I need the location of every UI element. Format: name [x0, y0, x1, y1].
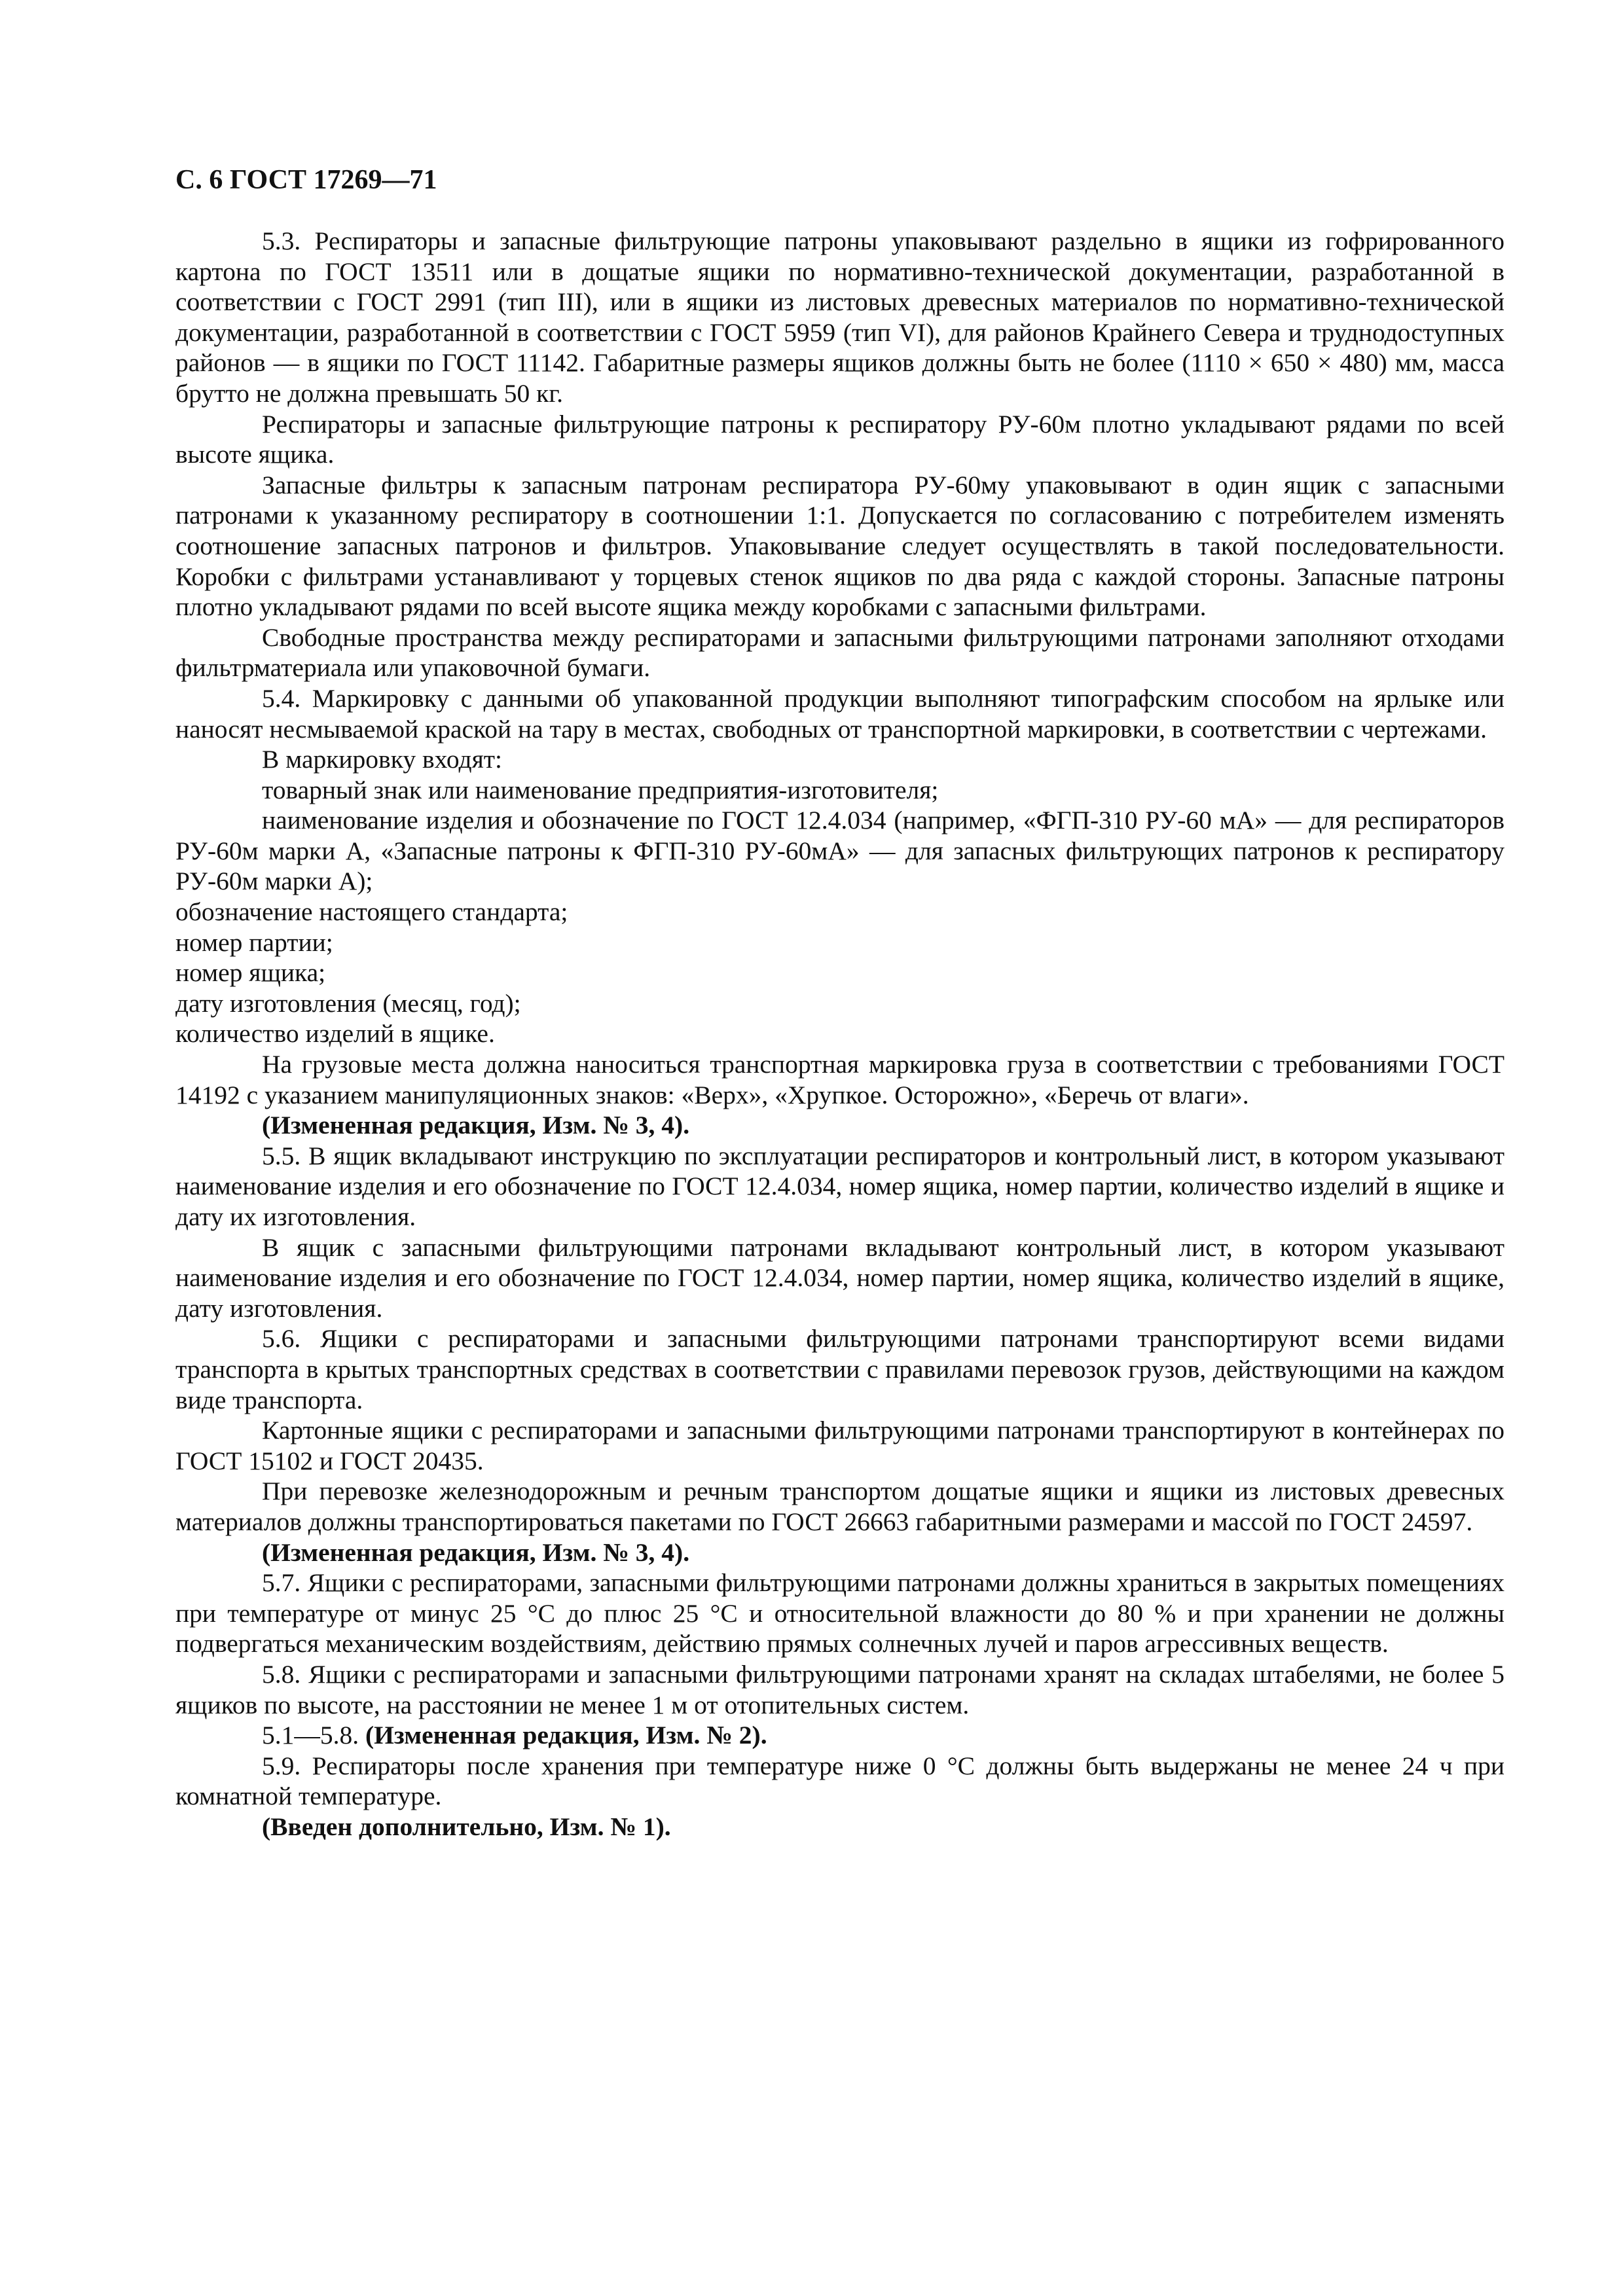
marking-intro: В маркировку входят: — [262, 745, 502, 774]
paragraph: Картонные ящики с респираторами и запасными фильтрующими патронами транспортируют в контейнерах по ГОСТ 15102 и ГОСТ 20435. — [175, 1416, 1504, 1475]
paragraph-5-8: 5.8. Ящики с респираторами и запасными фильтрующими патронами хранят на складах штабелями, не более 5 ящиков по высоте, на расстоянии не менее 1 м от отопительных систем. — [175, 1659, 1504, 1719]
amendment-note: (Измененная редакция, Изм. № 3, 4). — [262, 1111, 690, 1140]
amendment-range-line — [175, 1720, 1504, 1751]
paragraph-5-4: 5.4. Маркировку с данными об упакованной продукции выполняют типографским способом на ярлыке или наносят несмываемой краской на тару в местах, свободных от транспортной маркировки, в соответствии с чертежами. — [175, 683, 1504, 744]
paragraph-5-6: 5.6. Ящики с респираторами и запасными фильтрующими патронами транспортируют всеми видами транспорта в крытых транспортных средствах в соответствии с правилами перевозок грузов, действующими на каждом виде транспорта. — [175, 1324, 1504, 1414]
amendment-note: (Измененная редакция, Изм. № 3, 4). — [262, 1537, 690, 1567]
paragraph-5-3: 5.3. Респираторы и запасные фильтрующие патроны упаковывают раздельно в ящики из гофрированного картона по ГОСТ 13511 или в дощатые ящики по нормативно-технической документации, разработанной в соответствии с ГОСТ 2991 (тип III), или в ящики из листовых древесных материалов по нормативно-технической документации, разработанной в соответствии с ГОСТ 5959 (тип VI), для районов Крайнего Севера и труднодоступных районов — в ящики по ГОСТ 11142. Габаритные размеры ящиков должны быть не более (1110 × 650 × 480) мм, масса брутто не должна превышать 50 кг. — [175, 226, 1504, 408]
paragraph-5-9: 5.9. Респираторы после хранения при температуре ниже 0 °С должны быть выдержаны не менее 24 ч при комнатной температуре. — [175, 1751, 1504, 1811]
paragraph: При перевозке железнодорожным и речным транспортом дощатые ящики и ящики из листовых древесных материалов должны транспортироваться пакетами по ГОСТ 26663 габаритными размерами и массой по ГОСТ 24597. — [175, 1477, 1504, 1536]
paragraph: Запасные фильтры к запасным патронам респиратора РУ-60му упаковывают в один ящик с запасными патронами к указанному респиратору в соотношении 1:1. Допускается по согласованию с потребителем изменять соотношение запасных патронов и фильтров. Упаковывание следует осуществлять в такой последовательности. Коробки с фильтрами устанавливают у торцевых стенок ящиков по два ряда с каждой стороны. Запасные патроны плотно укладывают рядами по всей высоте ящика между коробками с запасными фильтрами. — [175, 470, 1504, 622]
marking-item: дату изготовления (месяц, год); — [175, 988, 521, 1018]
page-header: С. 6 ГОСТ 17269—71 — [175, 165, 437, 195]
marking-item: номер партии; — [175, 927, 333, 957]
paragraph: В ящик с запасными фильтрующими патронами вкладывают контрольный лист, в котором указывают наименование изделия и его обозначение по ГОСТ 12.4.034, номер партии, номер ящика, количество изделий в ящике, дату изготовления. — [175, 1232, 1504, 1323]
document-body — [175, 226, 1504, 1842]
marking-item: количество изделий в ящике. — [175, 1019, 495, 1049]
paragraph-5-5: 5.5. В ящик вкладывают инструкцию по эксплуатации респираторов и контрольный лист, в котором указывают наименование изделия и его обозначение по ГОСТ 12.4.034, номер ящика, номер партии, количество изделий в ящике и дату их изготовления. — [175, 1141, 1504, 1231]
marking-item: номер ящика; — [175, 958, 326, 988]
marking-item: обозначение настоящего стандарта; — [175, 897, 568, 927]
marking-item: наименование изделия и обозначение по ГОСТ 12.4.034 (например, «ФГП-310 РУ-60 мА» — для респираторов РУ-60м марки А, «Запасные патроны к ФГП-310 РУ-60мА» — для запасных фильтрующих патронов к респиратору РУ-60м марки А); — [175, 806, 1504, 896]
amendment-note: (Измененная редакция, Изм. № 2). — [365, 1721, 767, 1750]
amendment-range: 5.1—5.8. — [262, 1721, 359, 1750]
marking-item: товарный знак или наименование предприятия-изготовителя; — [262, 775, 939, 804]
paragraph-5-7: 5.7. Ящики с респираторами, запасными фильтрующими патронами должны храниться в закрытых помещениях при температуре от минус 25 °С до плюс 25 °С и относительной влажности до 80 % и при хранении не должны подвергаться механическим воздействиям, действию прямых солнечных лучей и паров агрессивных веществ. — [175, 1568, 1504, 1659]
paragraph: Респираторы и запасные фильтрующие патроны к респиратору РУ-60м плотно укладывают рядами по всей высоте ящика. — [175, 409, 1504, 469]
paragraph: Свободные пространства между респираторами и запасными фильтрующими патронами заполняют отходами фильтрматериала или упаковочной бумаги. — [175, 622, 1504, 683]
paragraph: На грузовые места должна наноситься транспортная маркировка груза в соответствии с требованиями ГОСТ 14192 с указанием манипуляционных знаков: «Верх», «Хрупкое. Осторожно», «Беречь от влаги». — [175, 1050, 1504, 1109]
amendment-note: (Введен дополнительно, Изм. № 1). — [262, 1812, 671, 1841]
